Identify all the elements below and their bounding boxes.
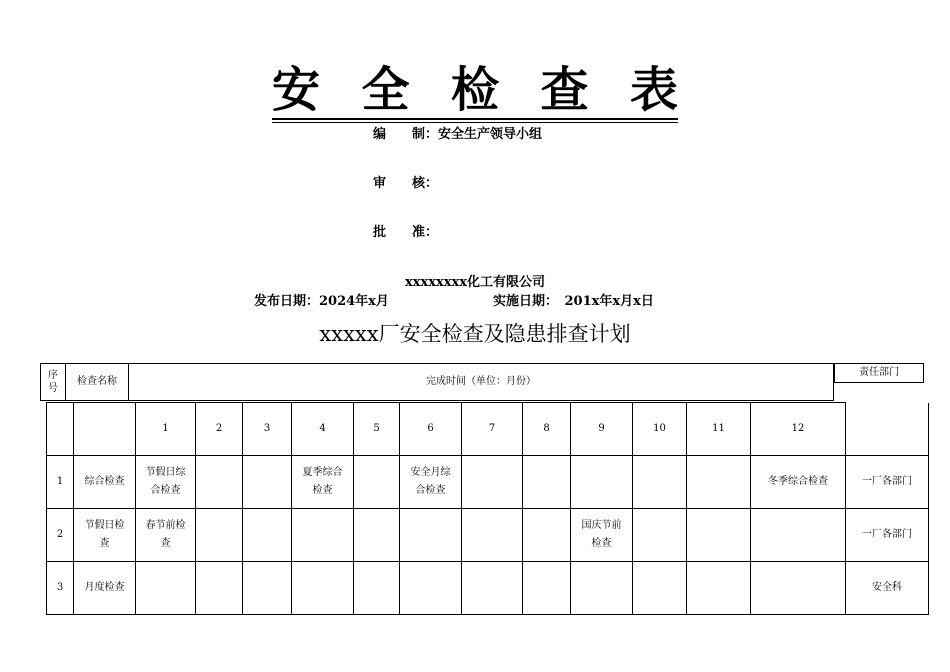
implement-date: 实施日期： 201x年x月x日 bbox=[493, 294, 654, 309]
review-line bbox=[373, 176, 438, 192]
row-cell bbox=[400, 509, 462, 562]
header-name: 检查名称 bbox=[66, 364, 129, 401]
header-seq bbox=[41, 364, 66, 401]
row-dept: 一厂各部门 bbox=[846, 509, 929, 562]
row-cell bbox=[243, 509, 292, 562]
month-header-row bbox=[47, 403, 929, 456]
row-dept: 一厂各部门 bbox=[846, 456, 929, 509]
month-cell: 2 bbox=[196, 403, 243, 456]
header-seq-label: 序号 bbox=[48, 370, 58, 394]
row-cell bbox=[687, 456, 751, 509]
row-cell bbox=[571, 562, 633, 615]
table-row bbox=[47, 562, 929, 615]
row-cell bbox=[354, 562, 400, 615]
row-cell bbox=[462, 562, 523, 615]
month-cell: 4 bbox=[292, 403, 354, 456]
title-char: 表 bbox=[629, 62, 678, 118]
row-cell bbox=[196, 562, 243, 615]
row-cell-text: 夏季综合检查 bbox=[302, 467, 343, 496]
row-cell: 冬季综合检查 bbox=[751, 456, 846, 509]
row-cell bbox=[292, 562, 354, 615]
row-name: 综合检查 bbox=[74, 456, 136, 509]
row-cell bbox=[292, 509, 354, 562]
row-cell-text: 国庆节前检查 bbox=[581, 520, 622, 549]
table-row bbox=[47, 509, 929, 562]
title-underline-thick bbox=[272, 118, 678, 120]
row-cell bbox=[523, 562, 571, 615]
row-cell bbox=[136, 562, 196, 615]
header-responsible-dept: 责任部门 bbox=[834, 363, 924, 383]
row-cell bbox=[196, 456, 243, 509]
row-cell bbox=[292, 456, 354, 509]
row-seq: 2 bbox=[47, 509, 74, 562]
row-cell bbox=[633, 509, 687, 562]
row-cell bbox=[243, 456, 292, 509]
title-char: 安 bbox=[272, 62, 321, 118]
row-cell bbox=[523, 456, 571, 509]
row-cell bbox=[687, 509, 751, 562]
row-cell bbox=[136, 509, 196, 562]
table-header bbox=[40, 363, 834, 401]
month-cell: 8 bbox=[523, 403, 571, 456]
document-title bbox=[272, 62, 678, 118]
plan-title: xxxxx厂安全检查及隐患排查计划 bbox=[319, 322, 631, 346]
month-cell: 10 bbox=[633, 403, 687, 456]
row-dept: 安全科 bbox=[846, 562, 929, 615]
month-cell: 12 bbox=[751, 403, 846, 456]
title-char: 检 bbox=[450, 62, 499, 118]
row-cell bbox=[523, 509, 571, 562]
blank-cell bbox=[47, 403, 74, 456]
compile-label: 编 制： bbox=[373, 127, 439, 142]
row-cell-text: 安全月综合检查 bbox=[410, 467, 451, 496]
table-row bbox=[47, 456, 929, 509]
row-cell bbox=[751, 562, 846, 615]
inspection-table bbox=[46, 402, 929, 615]
title-underline-thin bbox=[272, 122, 678, 123]
row-cell-text: 节假日综合检查 bbox=[145, 467, 186, 496]
month-cell: 11 bbox=[687, 403, 751, 456]
header-time: 完成时间（单位：月份） bbox=[129, 364, 834, 401]
row-seq: 1 bbox=[47, 456, 74, 509]
month-cell: 5 bbox=[354, 403, 400, 456]
row-cell bbox=[462, 456, 523, 509]
row-name-text: 节假日检查 bbox=[84, 520, 125, 549]
title-char: 全 bbox=[361, 62, 410, 118]
publish-date: 发布日期：2024年x月 bbox=[254, 294, 389, 309]
approve-label: 批 准： bbox=[373, 225, 439, 240]
row-seq: 3 bbox=[47, 562, 74, 615]
approve-line bbox=[373, 225, 438, 241]
row-name bbox=[74, 509, 136, 562]
title-char: 查 bbox=[540, 62, 589, 118]
row-cell bbox=[462, 509, 523, 562]
blank-cell bbox=[74, 403, 136, 456]
row-cell bbox=[354, 509, 400, 562]
compile-value: 安全生产领导小组 bbox=[438, 127, 543, 142]
row-cell bbox=[571, 509, 633, 562]
row-name: 月度检查 bbox=[74, 562, 136, 615]
row-cell bbox=[354, 456, 400, 509]
blank-cell bbox=[846, 403, 929, 456]
row-cell bbox=[243, 562, 292, 615]
row-cell bbox=[751, 509, 846, 562]
row-cell-text: 春节前检查 bbox=[145, 520, 186, 549]
compile-line bbox=[373, 127, 542, 143]
row-cell bbox=[400, 562, 462, 615]
row-cell bbox=[633, 456, 687, 509]
month-cell: 7 bbox=[462, 403, 523, 456]
row-cell bbox=[136, 456, 196, 509]
month-cell: 3 bbox=[243, 403, 292, 456]
row-cell bbox=[196, 509, 243, 562]
row-cell bbox=[633, 562, 687, 615]
row-cell bbox=[687, 562, 751, 615]
review-label: 审 核： bbox=[373, 176, 439, 191]
month-cell: 1 bbox=[136, 403, 196, 456]
month-cell: 6 bbox=[400, 403, 462, 456]
row-cell bbox=[571, 456, 633, 509]
month-cell: 9 bbox=[571, 403, 633, 456]
company-name: xxxxxxxx化工有限公司 bbox=[404, 275, 545, 290]
row-cell bbox=[400, 456, 462, 509]
